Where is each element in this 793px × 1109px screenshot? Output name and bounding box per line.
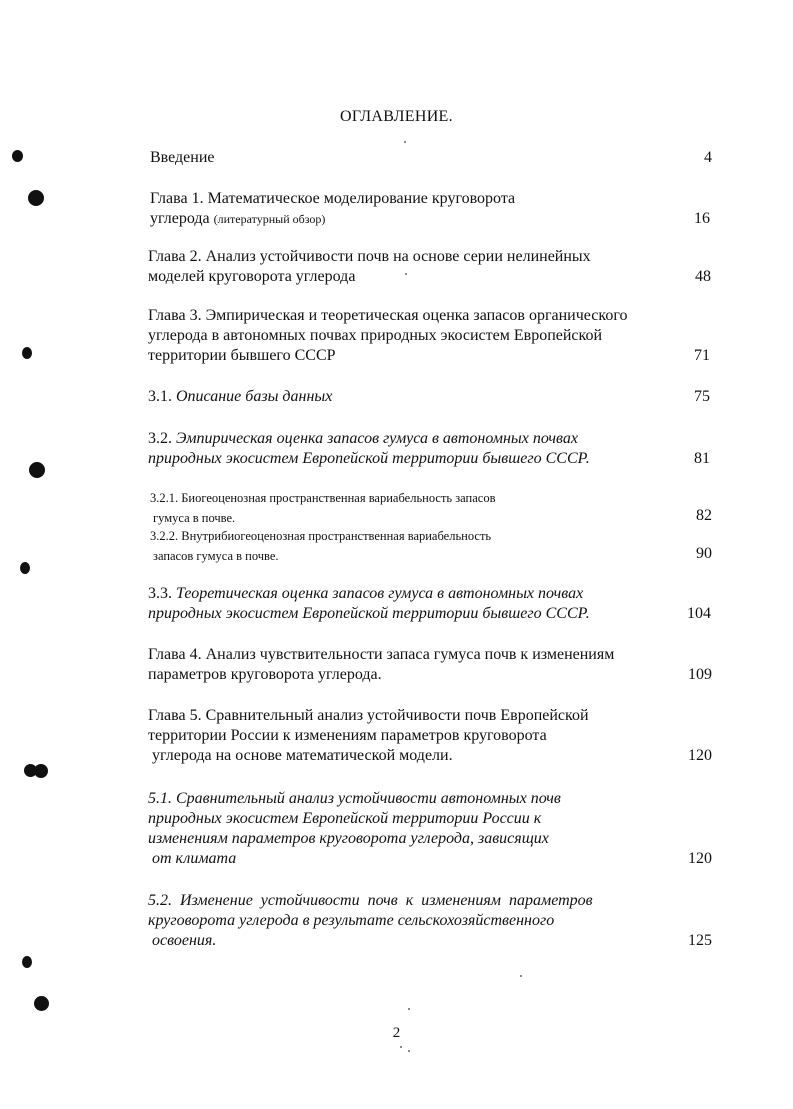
toc-title: ОГЛАВЛЕНИЕ. [340,108,453,125]
punch-hole-dot [29,462,45,478]
page-number: 2 [392,1025,401,1041]
toc-s52-line2: круговорота углерода в результате сельскохозяйственного [148,912,555,929]
toc-s31-text: Описание базы данных [176,388,333,405]
toc-s32-line1 [148,429,578,449]
toc-intro-text: Введение [150,149,215,166]
toc-ch3-line1: Глава 3. Эмпирическая и теоретическая оценка запасов органического [148,307,628,324]
toc-s51-line3: изменениям параметров круговорота углерода, зависящих [148,830,549,847]
toc-ch2-line2: моделей круговорота углерода [148,268,356,285]
toc-s321-line2: гумуса в почве. [153,511,236,525]
toc-s321-line1: 3.2.1. Биогеоценозная пространственная вариабельность запасов [150,491,496,505]
scan-speck [404,141,406,143]
toc-s51-line4: от климата [152,850,237,867]
toc-ch5-line1: Глава 5. Сравнительный анализ устойчивости почв Европейской [148,707,589,724]
toc-ch2-page: 48 [695,268,711,285]
toc-ch1-line2 [150,209,325,229]
toc-s33-l1: Теоретическая оценка запасов гумуса в автономных почвах [176,585,584,602]
toc-s52-line1: 5.2. Изменение устойчивости почв к изменениям параметров [148,892,593,909]
scan-mark-dot [34,764,48,778]
toc-ch2-line1: Глава 2. Анализ устойчивости почв на основе серии нелинейных [148,248,591,265]
toc-s321-page: 82 [696,507,712,524]
toc-ch3-line2: углерода в автономных почвах природных экосистем Европейской [148,327,603,344]
scan-speck [400,1046,402,1048]
scan-speck [405,273,407,275]
toc-s322-line1: 3.2.2. Внутрибиогеоценозная пространственная вариабельность [150,529,492,543]
toc-s51-line2: природных экосистем Европейской территории России к [148,810,542,827]
toc-s52-page: 125 [688,932,712,949]
toc-s33-line2: природных экосистем Европейской территории бывшего СССР. [148,605,590,622]
scan-mark-dot [12,150,23,162]
punch-hole-dot [28,190,44,206]
toc-ch1-line2-main: углерода [150,210,214,227]
toc-ch5-page: 120 [688,747,712,764]
toc-ch1-line1: Глава 1. Математическое моделирование круговорота [150,190,516,207]
toc-s32-l1: Эмпирическая оценка запасов гумуса в автономных почвах [176,430,578,447]
toc-s31-page: 75 [694,388,710,405]
toc-ch4-page: 109 [688,666,712,683]
toc-s32-line2: природных экосистем Европейской территории бывшего СССР. [148,450,590,467]
scan-mark-dot [22,956,32,968]
toc-s52-line3: освоения. [152,932,217,949]
toc-ch5-line3: углерода на основе математической модели. [152,747,453,764]
scan-mark-dot [20,562,30,574]
toc-ch1-page: 16 [694,210,710,227]
scan-mark-dot [22,347,32,359]
toc-s322-line2: запасов гумуса в почве. [153,549,279,563]
toc-ch1-line2-note: (литературный обзор) [213,212,326,226]
toc-ch4-line1: Глава 4. Анализ чувствительности запаса гумуса почв к изменениям [148,646,615,663]
toc-ch4-line2: параметров круговорота углерода. [148,666,382,683]
scan-speck [520,975,522,977]
toc-ch3-line3: территории бывшего СССР [148,347,336,364]
toc-s32-num: 3.2. [148,430,176,447]
toc-s51-line1: 5.1. Сравнительный анализ устойчивости автономных почв [148,790,561,807]
toc-s31 [148,387,332,407]
scan-speck [408,1008,410,1010]
toc-s32-page: 81 [694,450,710,467]
toc-s51-page: 120 [688,850,712,867]
toc-s33-num: 3.3. [148,585,176,602]
toc-s33-page: 104 [687,605,711,622]
toc-s31-num: 3.1. [148,388,176,405]
punch-hole-dot [34,996,49,1011]
toc-ch3-page: 71 [694,347,710,364]
toc-ch5-line2: территории России к изменениям параметров круговорота [148,727,547,744]
toc-s33-line1 [148,584,583,604]
scan-speck [408,1050,410,1052]
toc-s322-page: 90 [696,545,712,562]
toc-intro-page: 4 [704,149,712,166]
